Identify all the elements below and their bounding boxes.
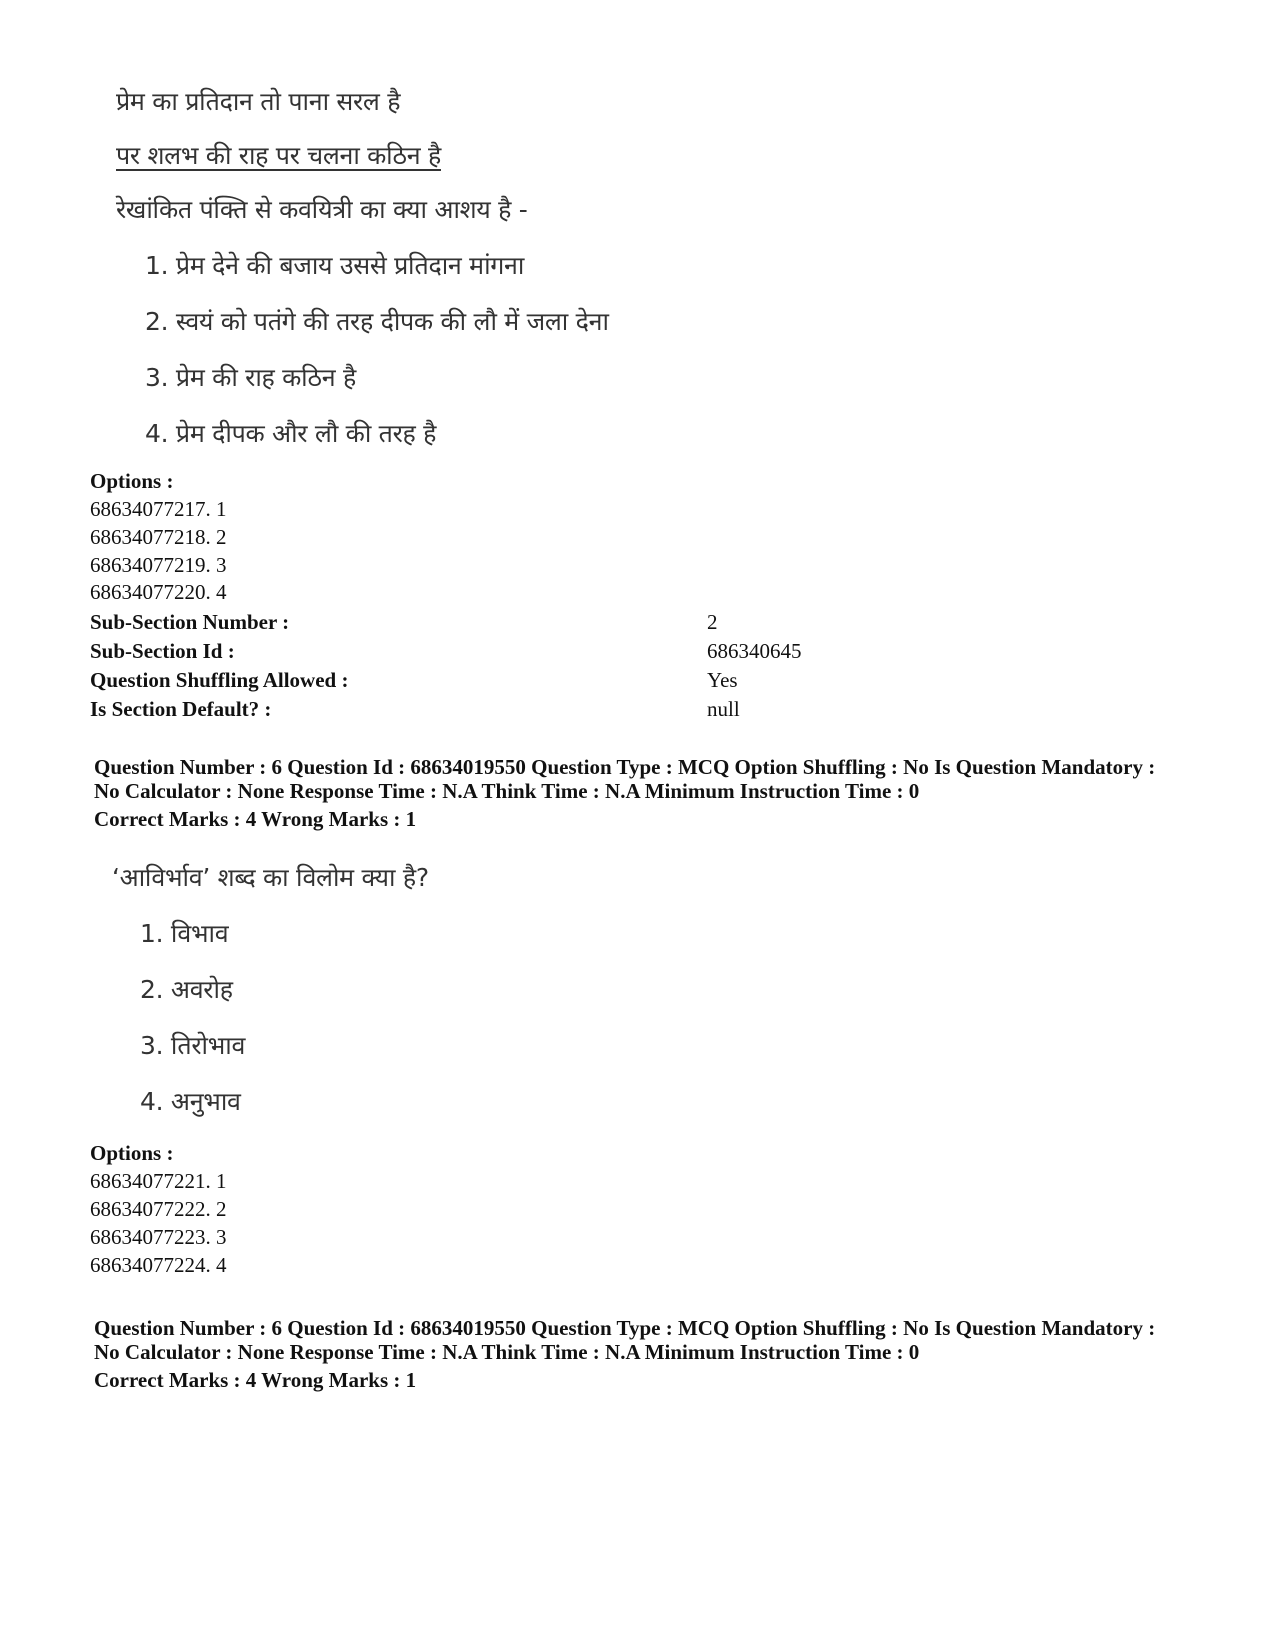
option-id-3: 68634077219. 3 — [90, 553, 227, 577]
meta-key: Question Shuffling Allowed : — [90, 668, 349, 692]
choice-3: 3. प्रेम की राह कठिन है — [145, 363, 356, 392]
option-id-4: 68634077220. 4 — [90, 580, 227, 604]
meta-row — [90, 695, 850, 724]
question-marks: Correct Marks : 4 Wrong Marks : 1 — [94, 807, 417, 831]
options-label: Options : — [90, 469, 174, 493]
option-id-1: 68634077217. 1 — [90, 497, 227, 521]
meta-key: Sub-Section Id : — [90, 639, 235, 663]
meta-value: Yes — [707, 668, 738, 692]
option-id-2: 68634077218. 2 — [90, 525, 227, 549]
question-text: ‘आविर्भाव’ शब्द का विलोम क्या है? — [112, 863, 429, 892]
question-info-line-2: No Calculator : None Response Time : N.A Think Time : N.A Minimum Instruction Time : 0 — [94, 1340, 920, 1364]
question-info-line-2: No Calculator : None Response Time : N.A Think Time : N.A Minimum Instruction Time : 0 — [94, 779, 920, 803]
choice-4: 4. प्रेम दीपक और लौ की तरह है — [145, 419, 437, 448]
meta-row — [90, 666, 850, 695]
choice-4: 4. अनुभाव — [140, 1087, 241, 1116]
choice-1: 1. विभाव — [140, 919, 229, 948]
question-info-repeat — [94, 1316, 1214, 1392]
choice-2: 2. अवरोह — [140, 975, 233, 1004]
question-marks: Correct Marks : 4 Wrong Marks : 1 — [94, 1368, 417, 1392]
choice-2: 2. स्वयं को पतंगे की तरह दीपक की लौ में जला देना — [145, 307, 609, 336]
question-text: रेखांकित पंक्ति से कवयित्री का क्या आशय है - — [116, 195, 528, 224]
meta-value: 2 — [707, 610, 718, 634]
question-info-line-1: Question Number : 6 Question Id : 68634019550 Question Type : MCQ Option Shuffling : No Is Question Mandatory : — [94, 755, 1156, 779]
option-id-2: 68634077222. 2 — [90, 1197, 227, 1221]
poem-line-1: प्रेम का प्रतिदान तो पाना सरल है — [116, 87, 401, 116]
subsection-meta-table — [90, 608, 850, 724]
option-id-3: 68634077223. 3 — [90, 1225, 227, 1249]
choice-1: 1. प्रेम देने की बजाय उससे प्रतिदान मांगना — [145, 251, 525, 280]
option-id-1: 68634077221. 1 — [90, 1169, 227, 1193]
option-id-4: 68634077224. 4 — [90, 1253, 227, 1277]
question-info — [94, 755, 1214, 831]
meta-key: Is Section Default? : — [90, 697, 272, 721]
meta-value: 686340645 — [707, 639, 802, 663]
meta-key: Sub-Section Number : — [90, 610, 290, 634]
meta-row — [90, 608, 850, 637]
options-label: Options : — [90, 1141, 174, 1165]
choice-3: 3. तिरोभाव — [140, 1031, 246, 1060]
question-info-line-1: Question Number : 6 Question Id : 68634019550 Question Type : MCQ Option Shuffling : No Is Question Mandatory : — [94, 1316, 1156, 1340]
poem-line-2-underlined: पर शलभ की राह पर चलना कठिन है — [116, 141, 441, 170]
meta-row — [90, 637, 850, 666]
meta-value: null — [707, 697, 740, 721]
